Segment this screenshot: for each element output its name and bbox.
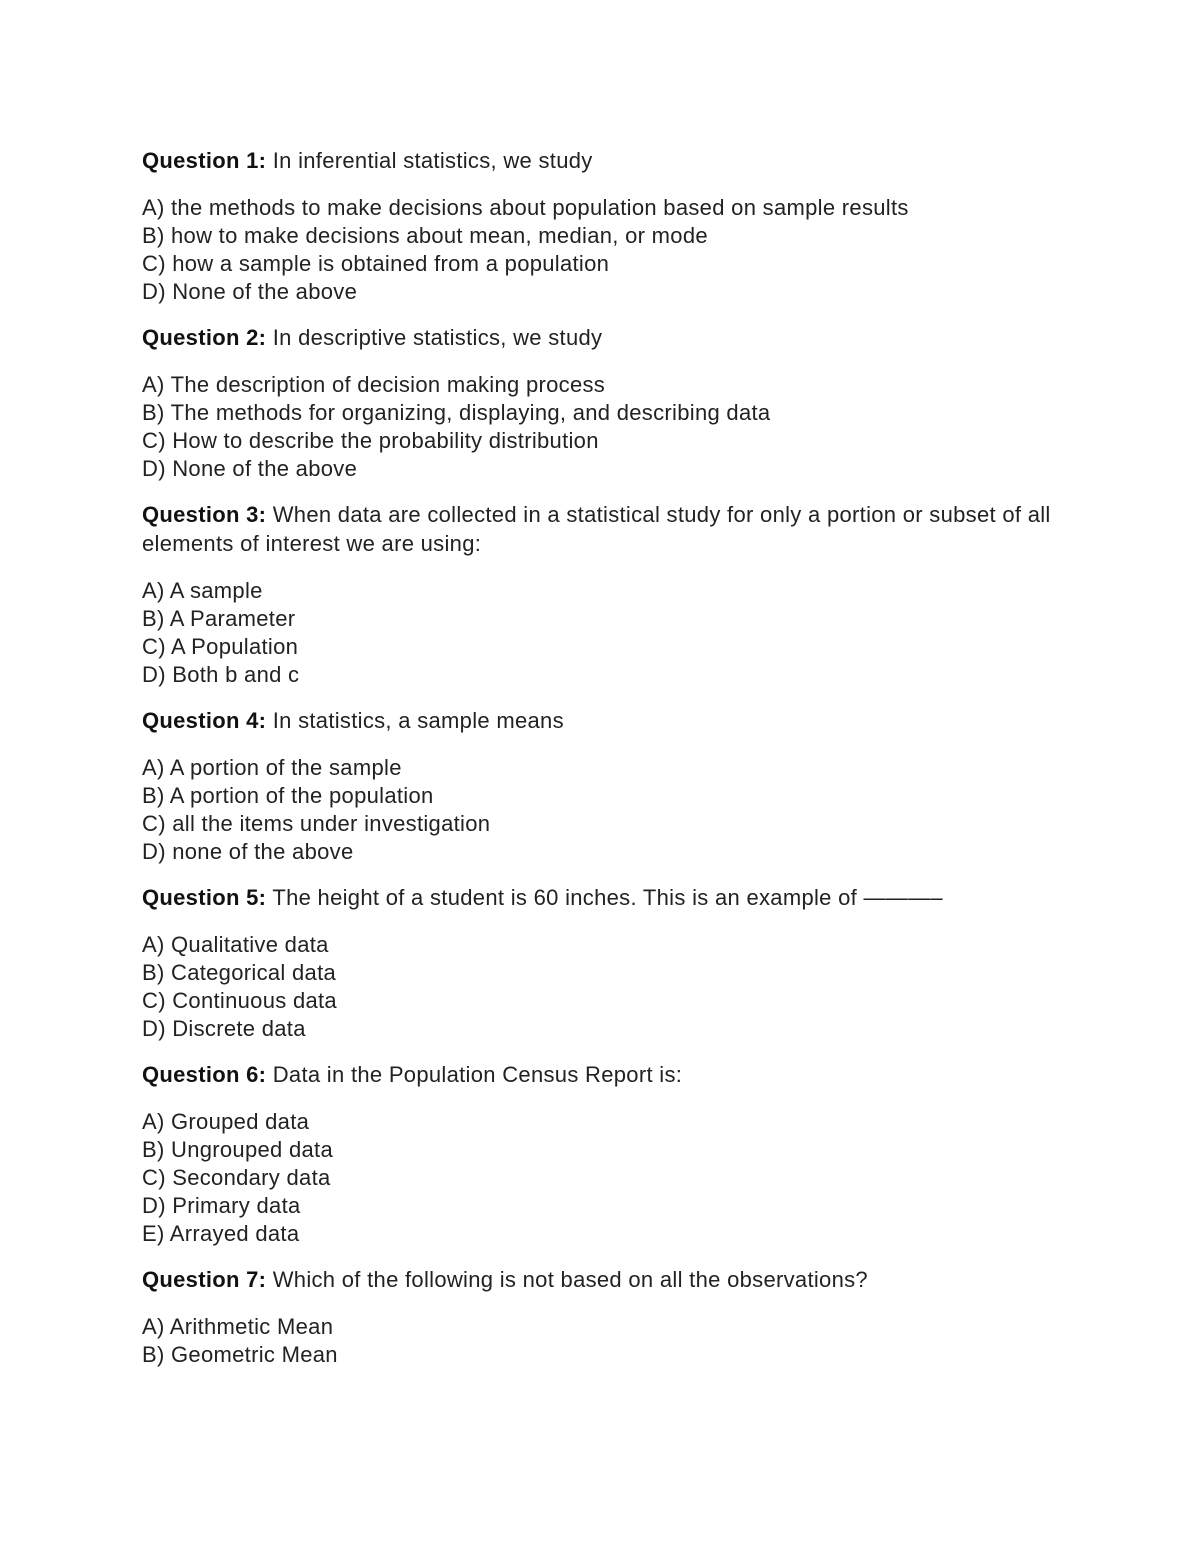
option-list	[142, 754, 1082, 866]
question-label: Question 1:	[142, 148, 267, 173]
option-d: D) Primary data	[142, 1193, 301, 1218]
question-text: In descriptive statistics, we study	[266, 325, 603, 350]
question-block-6	[142, 1060, 1082, 1248]
question-2	[142, 323, 1082, 352]
question-block-2	[142, 323, 1082, 483]
question-label: Question 7:	[142, 1267, 267, 1292]
option-d: D) none of the above	[142, 839, 354, 864]
option-list	[142, 1313, 1082, 1369]
question-3	[142, 500, 1082, 558]
question-block-7	[142, 1265, 1082, 1369]
option-b: B) Geometric Mean	[142, 1342, 338, 1367]
question-6	[142, 1060, 1082, 1089]
question-text: When data are collected in a statistical study for only a portion or subset of all elements of interest we are using:	[142, 502, 1051, 556]
question-block-5	[142, 883, 1082, 1043]
question-text: Data in the Population Census Report is:	[266, 1062, 683, 1087]
question-block-3	[142, 500, 1082, 689]
option-a: A) the methods to make decisions about population based on sample results	[142, 195, 909, 220]
option-d: D) None of the above	[142, 456, 358, 481]
option-b: B) Ungrouped data	[142, 1137, 334, 1162]
option-b: B) A portion of the population	[142, 783, 434, 808]
question-4	[142, 706, 1082, 735]
option-c: C) Continuous data	[142, 988, 337, 1013]
option-b: B) The methods for organizing, displaying, and describing data	[142, 400, 771, 425]
option-d: D) Discrete data	[142, 1016, 306, 1041]
question-list	[142, 146, 1082, 1386]
option-c: C) Secondary data	[142, 1165, 331, 1190]
question-label: Question 5:	[142, 885, 267, 910]
option-a: A) Grouped data	[142, 1109, 310, 1134]
option-b: B) Categorical data	[142, 960, 337, 985]
question-1	[142, 146, 1082, 175]
option-d: D) Both b and c	[142, 662, 300, 687]
option-a: A) Qualitative data	[142, 932, 329, 957]
question-text: The height of a student is 60 inches. This is an example of ———–	[266, 885, 943, 910]
question-block-4	[142, 706, 1082, 866]
option-c: C) all the items under investigation	[142, 811, 491, 836]
question-label: Question 4:	[142, 708, 267, 733]
question-label: Question 6:	[142, 1062, 267, 1087]
question-text: In inferential statistics, we study	[266, 148, 593, 173]
question-5	[142, 883, 1082, 912]
option-a: A) The description of decision making process	[142, 372, 606, 397]
option-list	[142, 1108, 1082, 1248]
option-c: C) how a sample is obtained from a population	[142, 251, 610, 276]
option-c: C) A Population	[142, 634, 299, 659]
option-c: C) How to describe the probability distribution	[142, 428, 599, 453]
option-a: A) Arithmetic Mean	[142, 1314, 334, 1339]
question-label: Question 3:	[142, 502, 267, 527]
question-label: Question 2:	[142, 325, 267, 350]
question-text: Which of the following is not based on all the observations?	[266, 1267, 868, 1292]
option-a: A) A sample	[142, 578, 263, 603]
option-a: A) A portion of the sample	[142, 755, 402, 780]
option-list	[142, 577, 1082, 689]
option-e: E) Arrayed data	[142, 1221, 300, 1246]
option-list	[142, 931, 1082, 1043]
question-7	[142, 1265, 1082, 1294]
option-list	[142, 371, 1082, 483]
option-d: D) None of the above	[142, 279, 358, 304]
option-list	[142, 194, 1082, 306]
option-b: B) how to make decisions about mean, median, or mode	[142, 223, 708, 248]
option-b: B) A Parameter	[142, 606, 296, 631]
question-text: In statistics, a sample means	[266, 708, 564, 733]
question-block-1	[142, 146, 1082, 306]
